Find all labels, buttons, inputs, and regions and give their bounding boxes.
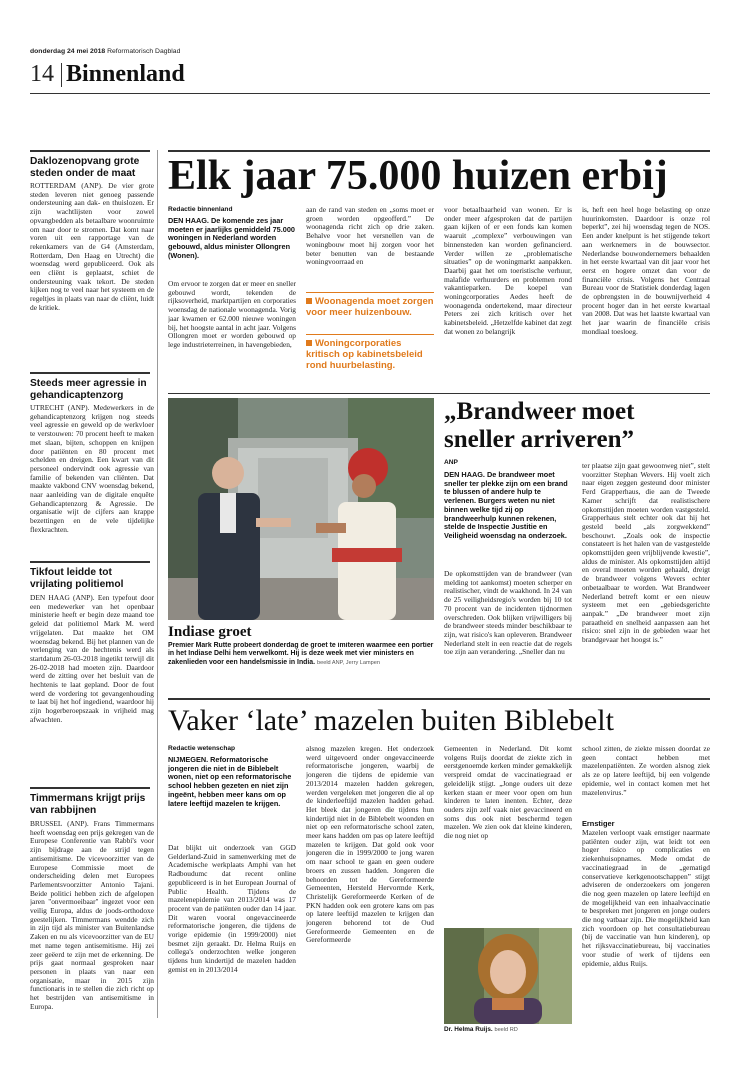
article2-col2: ter plaatse zijn gaat gewoonweg niet”, stelt voorzitter Stephan Wevers. Hij voelt zich naar eigen zeggen gesteund door minister Ferd Grapperhaus, die aan de Tweede Kamer schrijft dat realistischere opkomsttijden moeten worden vastgesteld. Grapperhaus stelt echter ook dat hij het gesteld beeld „als zorgwekkend” beschouwt. „Zoals ook de inspectie constateert is het halen van de vastgestelde opkomsttijden geen vrijblijvende kwestie”, aldus de minister. Als opkomsttijden altijd en overal moeten worden gehaald, dreigt de brandweer volgens Wevers echter onbetaalbaar te worden. Wat Brandweer Nederland betreft komt er een nieuw systeem met een „gebiedsgerichte aanpak.” „De brandweer moet zijn paraatheid en snelheid aanpassen aan het risico: snel zijn in de gebieden waar het brandgevaar het hoogst is.” bbox=[582, 462, 710, 645]
photo-top-rule bbox=[168, 393, 710, 394]
photo-helma-ruijs bbox=[444, 928, 572, 1024]
pull-quote bbox=[306, 296, 436, 318]
article3-top-rule bbox=[168, 698, 710, 700]
sidebar-item-body: DEN HAAG (ANP). Een typefout door een medewerker van het openbaar ministerie heeft er begin deze maand toe geleid dat politiemol Mark M. werd vrijgelaten. Dat maakte het OM woensdag bekend. Bij het plannen van de verlenging van de hechtenis werd als startdatum 26-03-2018 ingetikt terwijl dit 26-02-2018 had moeten zijn. Daardoor werd de zitting over het besluit van de hechtenis te laat gepland. Door de fout werd de vordering tot gevangenhouding te laat bij het hof ingediend, waardoor hij zijn hogerberoepszaak in vrijheid mag afwachten. bbox=[30, 594, 154, 724]
pull-quote bbox=[306, 338, 436, 371]
photo1-caption-text: Premier Mark Rutte probeert donderdag de groet te imiteren waarmee een portier in het Indiase Delhi hem verwelkomt. Hij is deze week met vier ministers en zakenlieden voor een handelsmissie in India. bbox=[168, 642, 434, 666]
article3-credit: Redactie wetenschap bbox=[168, 745, 236, 752]
article3-col2: alsnog mazelen kregen. Het onderzoek werd uitgevoerd onder ongevaccineerde reformatorische jongeren, waarbij de jongeren die tijdens de epidemie van 2013/2014 mazelen hadden gekregen, werden vergeleken met jongeren die al op de kinderleeftijd mazelen hadden gehad. Het bleek dat jongeren die tijdens hun kindertijd niet in de Biblebelt woonden en niet op een reformatorische school zaten, meer kans hadden om pas op latere leeftijd mazelen te krijgen. Dat gold ook voor jongeren die in 1999/2000 te jong waren om naar school te gaan en geen oudere broers en zussen hadden. Jongeren die behoorden tot de Gereformeerde Gemeenten, Hersteld Hervormde Kerk, Christelijk Gereformeerde Kerken of de PKN hadden ook een grotere kans om pas op latere leeftijd mazelen te krijgen dan jongeren behorend tot de Oud Gereformeerde Gemeenten en de Gereformeerde bbox=[306, 745, 434, 945]
quote-rule bbox=[306, 292, 434, 293]
article2-credit: ANP bbox=[444, 459, 458, 466]
masthead-paper: Reformatorisch Dagblad bbox=[107, 48, 181, 55]
sidebar-rule-2 bbox=[30, 372, 150, 374]
article3-col3: Gemeenten in Nederland. Dit komt volgens Ruijs doordat de ziekte zich in eerstgenoemde kerken minder gemakkelijk verspreid omdat de vaccinatiegraad er geleidelijk stijgt. „Jonge ouders uit deze kerken staan er meer voor open om hun kinderen te laten inenten. Echter, deze ouders zijn zelf vaak niet gevaccineerd en soms dus ook niet beschermd tegen mazelen. We zien ook dat kleine kinderen, die nog niet op bbox=[444, 745, 572, 841]
article3-col4b: Mazelen verloopt vaak ernstiger naarmate patiënten ouder zijn, wat leidt tot een hoger risico op complicaties en ziekenhuisopnames. Mede omdat de vaccinatiegraad in de „gematigd conservatieve kerkgenootschappen” stijgt adviseren de onderzoekers om jongeren die nog geen mazelen op latere leeftijd en de mogelijkheid van een inhaalvaccinatie te bespreken met jongeren en jonge ouders die nog vatbaar zijn. Die mogelijkheid kan zich voordoen op het consultatiebureau (bij de vaccinatie van hun kinderen), op het rijksvaccinatiebureau, bij vaccinaties voor studie of werk of tijdens een epidemie, aldus Ruijs. bbox=[582, 829, 710, 968]
sidebar-rule-4 bbox=[30, 787, 150, 789]
article1-col4: is, heft een heel hoge belasting op onze huurinkomsten. Daardoor is onze rol beperkt”, zei hij woensdag tegen de NOS. Een ander knelpunt is het stijgende tekort aan werknemers in de bouwsector. Nederlandse bouwondernemers behaalden in het eerste kwartaal van dit jaar voor het eerst en hogere omzet dan voor de financiële crisis. Volgens het Centraal Bureau voor de Statistiek donderdag lagen de opbrengsten in de bouwnijverheid 4 procent hoger dan in het eerste kwartaal van 2008. Dat was het laatste kwartaal van het jaar waarin de financiële crisis mondiaal toesloeg. bbox=[582, 206, 710, 336]
sidebar-item-title: Tikfout leidde tot vrijlating politiemol bbox=[30, 567, 124, 590]
sidebar-item-body: ROTTERDAM (ANP). De vier grote steden leveren niet genoeg passende ondersteuning aan dak- en thuislozen. Er zijn wachtlijsten voor zowel opvangbedden als betaalbare woonruimte om naar door te stromen. Dat komt naar voren uit een rapportage van de rekenkamers van de G4 (Amsterdam, Rotterdam, Den Haag en Utrecht) die woensdag werd gepubliceerd. Ook als een cliënt is geplaatst, schiet de ondersteuning vaak tekort. De steden kijken nog te veel naar het systeem en de regeltjes in plaats van naar de cliënt, luidt de kritiek. bbox=[30, 182, 154, 312]
article3-lead: NIJMEGEN. Reformatorische jongeren die niet in de Biblebelt wonen, niet op een reformatorische school hebben gezeten en niet zijn ingeënt, hebben meer kans om op latere leeftijd mazelen te krijgen. bbox=[168, 756, 292, 808]
pull-quote-text: Woningcorporaties kritisch op kabinetsbeleid rond huurbelasting. bbox=[306, 338, 423, 371]
article3-col1: Dat blijkt uit onderzoek van GGD Gelderland-Zuid in samenwerking met de Academische werkplaats Amphi van het Radboudumc dat recent online gepubliceerd is in het European Journal of Public Health. Tijdens de mazelenepidemie van 2013/2014 was 17 procent van de patiënten ouder dan 14 jaar. Dit waren vooral ongevaccineerde reformatorische jongeren, die tijdens de vorige epidemie (in 1999/2000) niet besmet zijn geraakt. Dr. Helma Ruijs en collega's onderzochten welke jongeren tijdens hun kindertijd de mazelen hadden gemist en in 2013/2014 bbox=[168, 844, 296, 974]
article2-col1: De opkomsttijden van de brandweer (van melding tot aankomst) moeten scherper en realistischer, vindt de waakhond. In 24 van de 25 veiligheidsregio's worden bij 10 tot 70 procent van de incidenten tijdnormen overschreden. Ook blijken vrijwilligers bij de brandweer steeds minder beschikbaar te zijn, wat risico's kan opleveren. Brandweer Nederland stelt in een reactie dat de regels toe zijn aan verandering. „Sneller dan nu bbox=[444, 570, 572, 657]
pull-quote-text: Woonagenda moet zorgen voor meer huizenbouw. bbox=[306, 296, 434, 318]
sidebar-rule-1 bbox=[30, 150, 150, 152]
article2-headline-line1: „Brandweer moet bbox=[444, 398, 635, 425]
sidebar-item-body: UTRECHT (ANP). Medewerkers in de gehandicaptenzorg krijgen nog steeds veel agressie en geweld op de werkvloer te verstouwen: 70 procent heeft te maken met slaan, bijten, schoppen en knijpen door patiënten en 80 procent met schelden en dreigen. Een kwart van dit personeel ondervindt ook agressie van familie of bekenden van cliënten. Dat maakte vakbond CNV woensdag bekend, naar aanleiding van de digitale enquête Gehandicaptenzorg & Agressie. De organisatie wijt de cijfers aan krappe bezettingen en de vele tijdelijke flexkrachten. bbox=[30, 404, 154, 534]
photo2-credit: beeld RD bbox=[494, 1027, 518, 1033]
article2-headline-line2: sneller arriveren” bbox=[444, 426, 634, 453]
quote-square-icon bbox=[306, 298, 312, 304]
article3-col4a: school zitten, de ziekte missen doordat ze geen contact hebben met mazelenpatiënten. Ze worden alsnog ziek als ze op latere leeftijd, bij een volgende epidemie, wel in contact komen met het mazelenvirus.” bbox=[582, 745, 710, 797]
photo1-title: Indiase groet bbox=[168, 624, 252, 640]
masthead-divider bbox=[61, 63, 62, 87]
photo1-caption bbox=[168, 642, 436, 667]
photo2-caption bbox=[444, 1026, 518, 1033]
article2-lead: DEN HAAG. De brandweer moet sneller ter plekke zijn om een brand te blussen of andere hulp te verlenen. Burgers weten nu niet binnen welke tijd zij op brandweerhulp kunnen rekenen, stelde de Inspectie Justitie en Veiligheid woensdag na onderzoek. bbox=[444, 471, 568, 540]
article1-credit: Redactie binnenland bbox=[168, 206, 233, 213]
photo-illustration bbox=[168, 398, 434, 620]
sidebar-item-title: Timmermans krijgt prijs van rabbijnen bbox=[30, 793, 146, 816]
masthead-rule bbox=[30, 93, 710, 94]
photo-rutte-portier bbox=[168, 398, 434, 620]
page-number: 14 bbox=[30, 61, 54, 87]
article2-headline bbox=[444, 398, 634, 454]
section-title: Binnenland bbox=[66, 61, 185, 87]
sidebar-rule-3 bbox=[30, 561, 150, 563]
masthead-dateline bbox=[30, 48, 180, 55]
photo1-credit: beeld ANP, Jerry Lampen bbox=[316, 659, 381, 666]
masthead-date: donderdag 24 mei 2018 bbox=[30, 48, 106, 55]
sidebar-item-title: Daklozenopvang grote steden onder de maat bbox=[30, 156, 140, 179]
article3-subhead: Ernstiger bbox=[582, 819, 615, 828]
article1-lead: DEN HAAG. De komende zes jaar moeten er jaarlijks gemiddeld 75.000 woningen in Nederland worden gebouwd, aldus minister Ollongren (Wonen). bbox=[168, 217, 295, 260]
article1-col2: aan de rand van steden en „soms moet er groen worden opgeofferd.” De woonagenda richt zich op drie zaken. Behalve voor het versnellen van de woningbouw moet hij zorgen voor het beter benutten van de bestaande woningvoorraad en bbox=[306, 206, 434, 267]
quote-rule bbox=[306, 334, 434, 335]
sidebar-divider bbox=[157, 150, 158, 1018]
article1-col1: Om ervoor te zorgen dat er meer en sneller gebouwd wordt, tekenden de rijksoverheid, marktpartijen en corporaties woensdag de nationale woonagenda. Vorig jaar kwamen er 62.000 nieuwe woningen bij, het hoogste aantal in acht jaar. Volgens Ollongren moet er worden gebouwd op lege industrieterreinen, in havengebieden, bbox=[168, 280, 296, 349]
article3-headline: Vaker ‘late’ mazelen buiten Biblebelt bbox=[168, 704, 614, 737]
article1-headline: Elk jaar 75.000 huizen erbij bbox=[168, 153, 668, 199]
article1-col3: voor betaalbaarheid van wonen. Er is onder meer afgesproken dat de partijen gaan kijken of er een fonds kan komen waaruit „complexe” verbouwingen van binnensteden kan worden gefinancierd. Verder willen ze „problematische situaties” op de woningmarkt aanpakken. Daarbij gaat het om toeristische verhuur, malafide verhuurders en problemen rond vakantieparken. De koepel van woningcorporaties Aedes heeft de woonagenda ondertekend, maar directeur Peters zei zich kritisch over het kabinetsbeleid. „Hetzelfde kabinet dat zegt dat wonen zo belangrijk bbox=[444, 206, 572, 336]
photo2-caption-text: Dr. Helma Ruijs. bbox=[444, 1026, 493, 1033]
quote-square-icon bbox=[306, 340, 312, 346]
sidebar-item-body: BRUSSEL (ANP). Frans Timmermans heeft woensdag een prijs gekregen van de Europese Conferentie van Rabbi's voor zijn bijdrage aan de strijd tegen antisemitisme. De vicevoorzitter van de Europese Commissie moet de onderscheiding delen met Europees Parlementsvoorzitter Antonio Tajani. Beide politici hebben zich de afgelopen jaren "onvermoeibaar" ingezet voor een veilig Europa, aldus de joods-orthodoxe geestelijken. Timmermans wendde zich in zijn tijd als minister van Buitenlandse Zaken en nu als vicevoorzitter van de EU met name tegen antisemitisme. Hij zei zeer geëerd te zijn met de erkenning. De prijs gaat normaal gesproken naar personen in plaats van naar een organisatie, maar in 2015 zijn functionaris in te stellen die zich richt op het bestrijden van antisemitisme in Europa. bbox=[30, 820, 154, 1011]
sidebar-item-title: Steeds meer agressie in gehandicaptenzorg bbox=[30, 378, 147, 401]
portrait-illustration bbox=[444, 928, 572, 1024]
